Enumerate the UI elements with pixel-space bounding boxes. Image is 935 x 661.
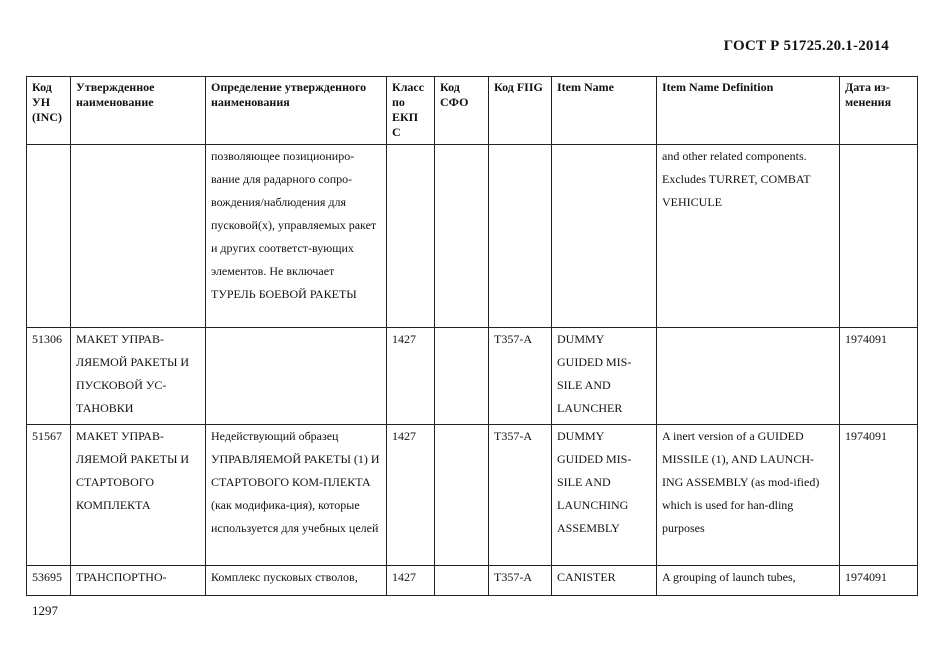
table-row bbox=[27, 425, 918, 566]
column-header-inc: Код УН (INC) bbox=[27, 77, 71, 145]
cell-item-definition: A inert version of a GUIDED MISSILE (1), AND LAUNCH-ING ASSEMBLY (as mod-ified) which is used for han-dling purposes bbox=[657, 425, 840, 566]
cell-approved-name: МАКЕТ УПРАВ-ЛЯЕМОЙ РАКЕТЫ И ПУСКОВОЙ УС-ТАНОВКИ bbox=[71, 328, 206, 425]
cell-inc: 53695 bbox=[27, 566, 71, 596]
cell-inc: 51567 bbox=[27, 425, 71, 566]
cell-fsc bbox=[387, 145, 435, 328]
column-header-fiig: Код FIIG bbox=[489, 77, 552, 145]
cell-fiig: T357-A bbox=[489, 425, 552, 566]
cell-sfo bbox=[435, 425, 489, 566]
cell-definition: Комплекс пусковых стволов, bbox=[206, 566, 387, 596]
document-standard-id: ГОСТ Р 51725.20.1-2014 bbox=[723, 38, 889, 54]
table-row bbox=[27, 145, 918, 328]
cell-definition bbox=[206, 328, 387, 425]
item-names-table bbox=[26, 76, 918, 596]
cell-sfo bbox=[435, 328, 489, 425]
cell-date-changed: 1974091 bbox=[840, 328, 918, 425]
cell-fsc: 1427 bbox=[387, 425, 435, 566]
cell-item-name: DUMMY GUIDED MIS-SILE AND LAUNCHING ASSEMBLY bbox=[552, 425, 657, 566]
cell-inc bbox=[27, 145, 71, 328]
cell-date-changed: 1974091 bbox=[840, 566, 918, 596]
cell-item-definition bbox=[657, 328, 840, 425]
table-header-row bbox=[27, 77, 918, 145]
cell-fsc: 1427 bbox=[387, 566, 435, 596]
table-row bbox=[27, 566, 918, 596]
cell-item-name bbox=[552, 145, 657, 328]
cell-fiig: T357-A bbox=[489, 328, 552, 425]
cell-approved-name: МАКЕТ УПРАВ-ЛЯЕМОЙ РАКЕТЫ И СТАРТОВОГО КОМПЛЕКТА bbox=[71, 425, 206, 566]
cell-fiig bbox=[489, 145, 552, 328]
cell-approved-name: ТРАНСПОРТНО- bbox=[71, 566, 206, 596]
cell-fsc: 1427 bbox=[387, 328, 435, 425]
cell-item-definition: and other related components. Excludes TURRET, COMBAT VEHICULE bbox=[657, 145, 840, 328]
table-row bbox=[27, 328, 918, 425]
cell-approved-name bbox=[71, 145, 206, 328]
page-number: 1297 bbox=[32, 603, 58, 618]
cell-definition: позволяющее позициониро-вание для радарного сопро-вождения/наблюдения для пусковой(х), управляемых ракет и других соответст-вующих элементов. Не включает ТУРЕЛЬ БОЕВОЙ РАКЕТЫ bbox=[206, 145, 387, 328]
cell-inc: 51306 bbox=[27, 328, 71, 425]
column-header-item-definition: Item Name Definition bbox=[657, 77, 840, 145]
cell-date-changed bbox=[840, 145, 918, 328]
column-header-item-name: Item Name bbox=[552, 77, 657, 145]
cell-fiig: T357-A bbox=[489, 566, 552, 596]
cell-date-changed: 1974091 bbox=[840, 425, 918, 566]
cell-item-name: CANISTER bbox=[552, 566, 657, 596]
column-header-definition: Определение утвержденного наименования bbox=[206, 77, 387, 145]
cell-sfo bbox=[435, 145, 489, 328]
cell-item-name: DUMMY GUIDED MIS-SILE AND LAUNCHER bbox=[552, 328, 657, 425]
cell-sfo bbox=[435, 566, 489, 596]
cell-definition: Недействующий образец УПРАВЛЯЕМОЙ РАКЕТЫ (1) И СТАРТОВОГО КОМ-ПЛЕКТА (как модифика-ция), которые используется для учебных целей bbox=[206, 425, 387, 566]
column-header-date-changed: Дата из-менения bbox=[840, 77, 918, 145]
cell-item-definition: A grouping of launch tubes, bbox=[657, 566, 840, 596]
column-header-sfo: Код СФО bbox=[435, 77, 489, 145]
column-header-fsc: Класс по ЕКП С bbox=[387, 77, 435, 145]
column-header-approved-name: Утвержденное наименование bbox=[71, 77, 206, 145]
